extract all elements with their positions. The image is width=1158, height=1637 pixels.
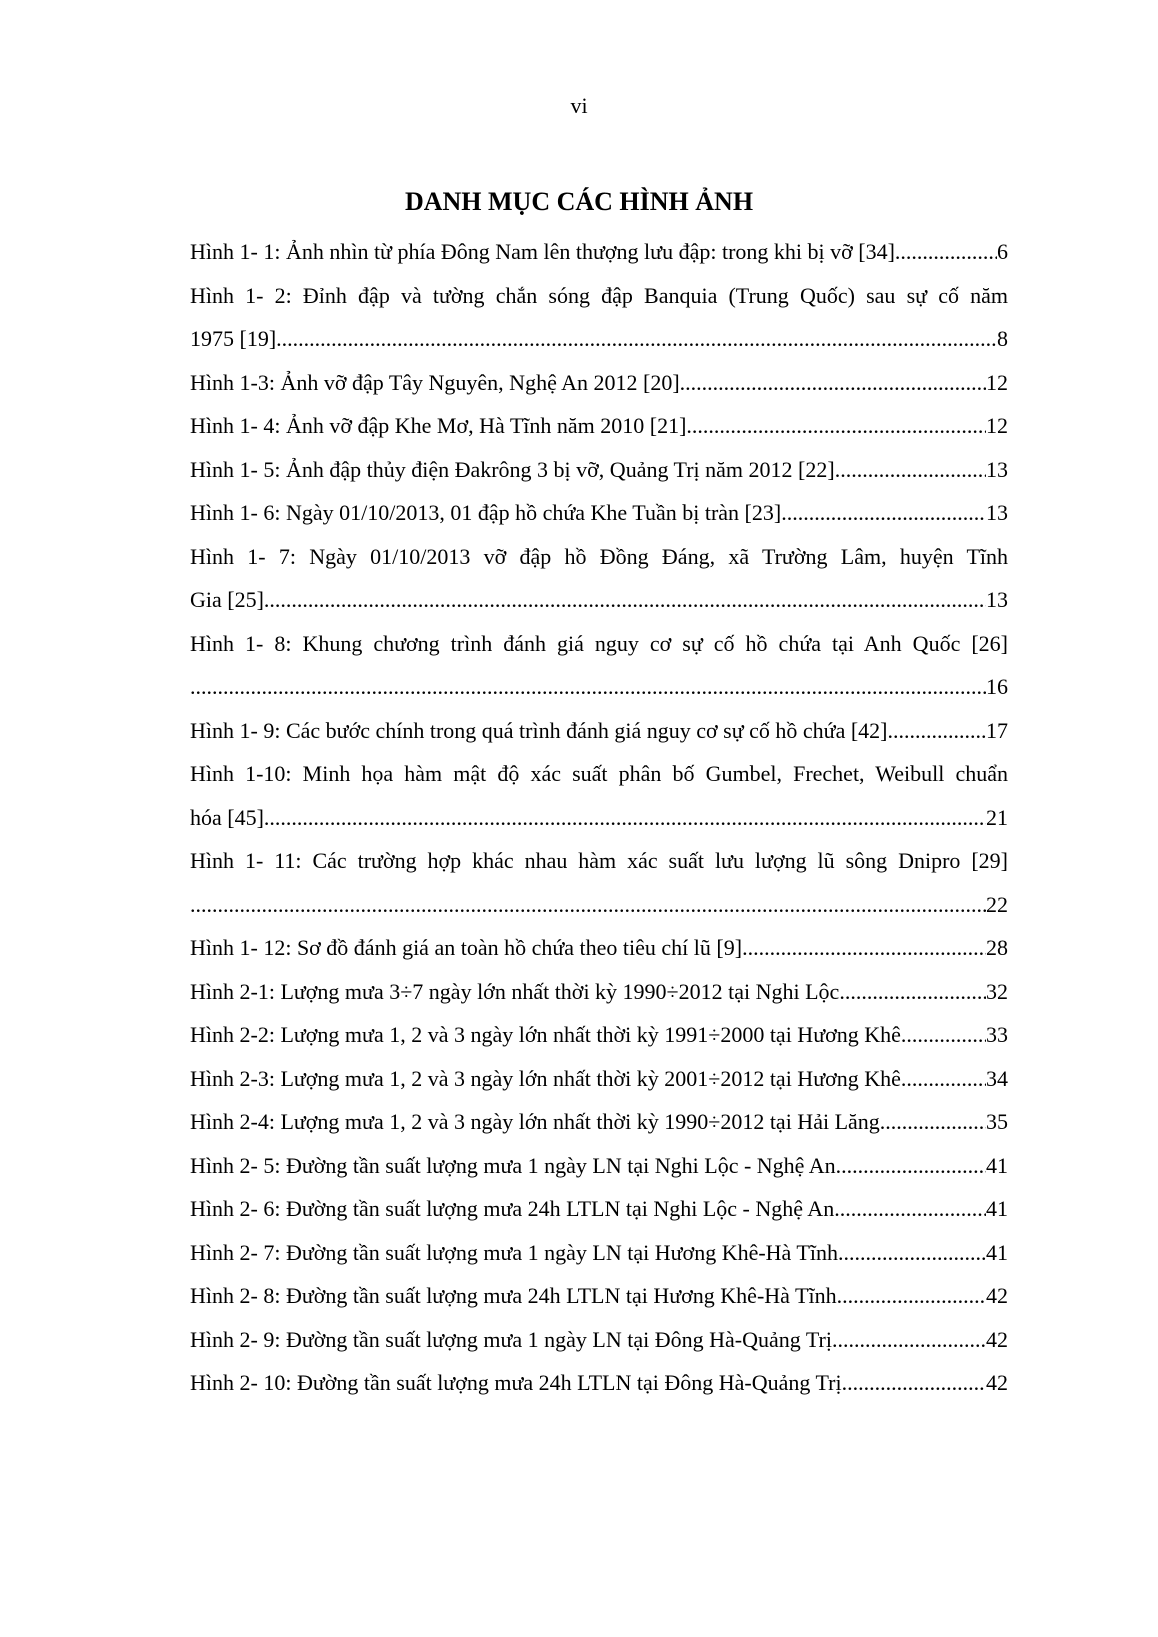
figure-entry[interactable]	[190, 578, 1008, 622]
figure-entry-page-number: 42	[986, 1370, 1008, 1395]
figure-entry-page-number: 21	[986, 804, 1008, 830]
figure-entry[interactable]	[190, 1100, 1008, 1144]
figure-entry-title: 1975 [19]	[190, 326, 277, 351]
figure-entry-title: Hình 2- 8: Đường tần suất lượng mưa 24h LTLN tại Hương Khê-Hà Tĩnh	[190, 1283, 837, 1308]
dot-leader	[264, 796, 986, 840]
dot-leader	[839, 970, 986, 1014]
figure-entry-title: Hình 2- 10: Đường tần suất lượng mưa 24h LTLN tại Đông Hà-Quảng Trị	[190, 1370, 842, 1395]
figure-entry[interactable]	[190, 665, 1008, 709]
figure-entry[interactable]	[190, 1187, 1008, 1231]
dot-leader	[888, 709, 987, 753]
figure-entry-title-line[interactable]: Hình 1- 2: Đỉnh đập và tường chắn sóng đập Banquia (Trung Quốc) sau sự cố năm	[190, 282, 1008, 308]
figure-entry-title-line[interactable]: Hình 1- 8: Khung chương trình đánh giá nguy cơ sự cố hồ chứa tại Anh Quốc [26]	[190, 630, 1008, 656]
figure-entry-page-number: 6	[997, 239, 1008, 264]
figure-entry[interactable]	[190, 404, 1008, 448]
dot-leader	[834, 1187, 986, 1231]
figure-entry-title: Hình 2-1: Lượng mưa 3÷7 ngày lớn nhất thời kỳ 1990÷2012 tại Nghi Lộc	[190, 978, 840, 1004]
figure-entry-page-number: 16	[986, 674, 1008, 699]
figure-entry-page-number: 17	[986, 717, 1008, 743]
figure-entry-page-number: 41	[986, 1196, 1008, 1221]
figure-entry-page-number: 28	[986, 935, 1008, 960]
figure-entry-page-number: 33	[986, 1022, 1008, 1047]
figure-entry-title: Hình 2- 7: Đường tần suất lượng mưa 1 ngày LN tại Hương Khê-Hà Tĩnh	[190, 1239, 838, 1265]
figure-entry-page-number: 32	[986, 978, 1008, 1004]
figure-entry[interactable]	[190, 1274, 1008, 1318]
figure-entry-page-number: 13	[986, 456, 1008, 482]
dot-leader	[832, 1318, 986, 1362]
dot-leader	[837, 1274, 986, 1318]
dot-leader	[742, 926, 986, 970]
page-number: vi	[570, 93, 588, 118]
figure-entry-page-number: 34	[986, 1065, 1008, 1091]
figure-entry[interactable]	[190, 1231, 1008, 1275]
figure-entry[interactable]	[190, 317, 1008, 361]
page-title: DANH MỤC CÁC HÌNH ẢNH	[404, 187, 754, 216]
dot-leader	[880, 1100, 986, 1144]
figure-entry[interactable]	[190, 709, 1008, 753]
figure-entry-title: Hình 1- 6: Ngày 01/10/2013, 01 đập hồ chứa Khe Tuần bị tràn [23]	[190, 500, 782, 525]
figure-entry-title: Hình 1- 12: Sơ đồ đánh giá an toàn hồ chứa theo tiêu chí lũ [9]	[190, 935, 743, 960]
figure-entry-page-number: 12	[986, 413, 1008, 438]
figure-entry-page-number: 12	[986, 369, 1008, 395]
figure-entry[interactable]	[190, 926, 1008, 970]
figure-entry-title-line[interactable]: Hình 1- 11: Các trường hợp khác nhau hàm xác suất lưu lượng lũ sông Dnipro [29]	[190, 848, 1008, 873]
figure-entry-title-line[interactable]: Hình 1-10: Minh họa hàm mật độ xác suất phân bố Gumbel, Frechet, Weibull chuẩn	[190, 761, 1008, 786]
figure-entry-title: Hình 2- 9: Đường tần suất lượng mưa 1 ngày LN tại Đông Hà-Quảng Trị	[190, 1326, 832, 1352]
dot-leader	[838, 1231, 986, 1275]
figure-entry-page-number: 13	[986, 500, 1008, 525]
figure-entry-title: Gia [25]	[190, 587, 264, 612]
figure-entry-title: Hình 1- 1: Ảnh nhìn từ phía Đông Nam lên thượng lưu đập: trong khi bị vỡ [34]	[190, 239, 895, 264]
dot-leader	[895, 230, 997, 274]
figure-entry-title: Hình 1- 5: Ảnh đập thủy điện Đakrông 3 bị vỡ, Quảng Trị năm 2012 [22]	[190, 456, 835, 482]
dot-leader	[842, 1361, 986, 1405]
figure-entry[interactable]	[190, 1013, 1008, 1057]
figure-list	[190, 230, 1008, 1405]
figure-entry-title: Hình 2-4: Lượng mưa 1, 2 và 3 ngày lớn nhất thời kỳ 1990÷2012 tại Hải Lăng	[190, 1109, 880, 1134]
figure-entry[interactable]	[190, 1057, 1008, 1101]
dot-leader	[190, 883, 986, 927]
figure-entry-title: Hình 2- 6: Đường tần suất lượng mưa 24h LTLN tại Nghi Lộc - Nghệ An	[190, 1196, 835, 1221]
figure-entry[interactable]	[190, 883, 1008, 927]
figure-entry[interactable]	[190, 970, 1008, 1014]
figure-entry-title: Hình 2-3: Lượng mưa 1, 2 và 3 ngày lớn nhất thời kỳ 2001÷2012 tại Hương Khê	[190, 1065, 901, 1091]
dot-leader	[680, 361, 986, 405]
figure-entry-title: Hình 2- 5: Đường tần suất lượng mưa 1 ngày LN tại Nghi Lộc - Nghệ An	[190, 1152, 836, 1178]
figure-entry-title: Hình 1- 9: Các bước chính trong quá trình đánh giá nguy cơ sự cố hồ chứa [42]	[190, 717, 888, 743]
figure-entry[interactable]	[190, 361, 1008, 405]
figure-entry-page-number: 8	[997, 326, 1008, 351]
figure-entry-title: Hình 2-2: Lượng mưa 1, 2 và 3 ngày lớn nhất thời kỳ 1991÷2000 tại Hương Khê	[190, 1022, 901, 1047]
dot-leader	[781, 491, 986, 535]
figure-entry-title-line[interactable]: Hình 1- 7: Ngày 01/10/2013 vỡ đập hồ Đồng Đáng, xã Trường Lâm, huyện Tĩnh	[190, 543, 1008, 569]
figure-entry[interactable]	[190, 230, 1008, 274]
dot-leader	[190, 665, 986, 709]
figure-entry[interactable]	[190, 1361, 1008, 1405]
figure-entry[interactable]	[190, 1318, 1008, 1362]
figure-entry-page-number: 41	[986, 1239, 1008, 1265]
figure-entry-page-number: 42	[986, 1283, 1008, 1308]
figure-entry-title: Hình 1-3: Ảnh vỡ đập Tây Nguyên, Nghệ An 2012 [20]	[190, 369, 680, 395]
dot-leader	[836, 1144, 986, 1188]
dot-leader	[901, 1013, 986, 1057]
dot-leader	[835, 448, 986, 492]
figure-entry-page-number: 22	[986, 891, 1008, 917]
dot-leader	[901, 1057, 986, 1101]
figure-entry-page-number: 42	[986, 1326, 1008, 1352]
figure-entry[interactable]	[190, 1144, 1008, 1188]
figure-entry-page-number: 35	[986, 1109, 1008, 1134]
figure-entry-title: Hình 1- 4: Ảnh vỡ đập Khe Mơ, Hà Tĩnh năm 2010 [21]	[190, 413, 687, 438]
figure-entry-title: hóa [45]	[190, 804, 264, 830]
figure-entry[interactable]	[190, 491, 1008, 535]
dot-leader	[686, 404, 986, 448]
figure-entry-page-number: 41	[986, 1152, 1008, 1178]
figure-entry[interactable]	[190, 448, 1008, 492]
figure-entry-page-number: 13	[986, 587, 1008, 612]
dot-leader	[276, 317, 997, 361]
dot-leader	[264, 578, 986, 622]
figure-entry[interactable]	[190, 796, 1008, 840]
